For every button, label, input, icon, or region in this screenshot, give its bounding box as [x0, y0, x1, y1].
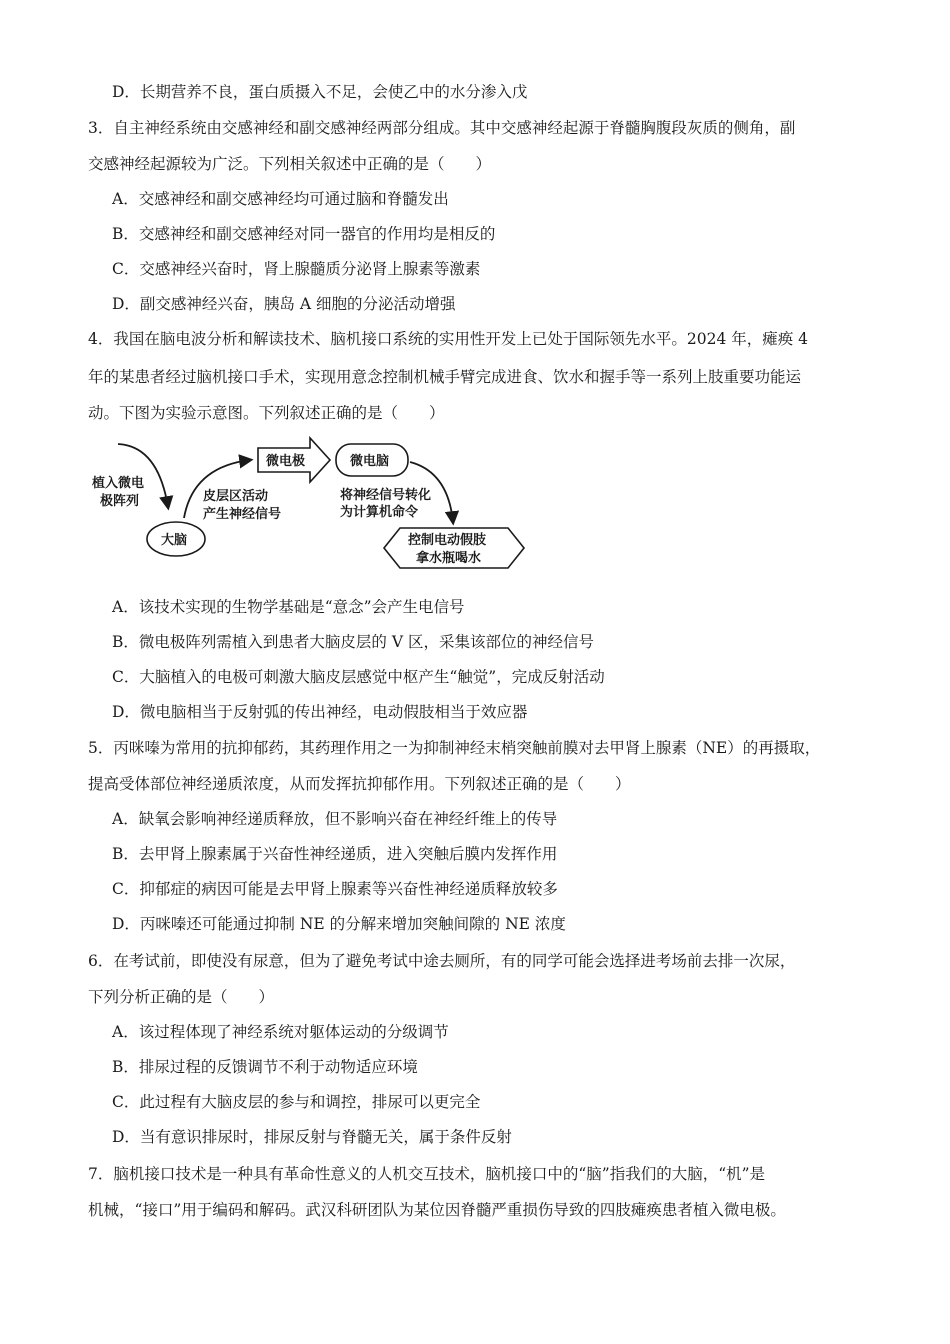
q4-stem-line2: 年的某患者经过脑机接口手术，实现用意念控制机械手臂完成进食、饮水和握手等一系列上肢重要功能运	[88, 368, 802, 386]
q4-option-d: D．微电脑相当于反射弧的传出神经，电动假肢相当于效应器	[112, 703, 528, 721]
control-label-line2: 拿水瓶喝水	[416, 551, 482, 566]
q3-stem-line1: 3．自主神经系统由交感神经和副交感神经两部分组成。其中交感神经起源于脊髓胸腹段灰质的侧角，副	[88, 119, 796, 137]
q6-stem-line2: 下列分析正确的是（ ）	[88, 988, 275, 1006]
q4-option-b: B．微电极阵列需植入到患者大脑皮层的 V 区，采集该部位的神经信号	[112, 633, 594, 651]
cortex-label-line2: 产生神经信号	[203, 507, 282, 522]
computer-label: 微电脑	[350, 454, 390, 469]
brain-label: 大脑	[161, 533, 188, 548]
q4-stem-line3: 动。下图为实验示意图。下列叙述正确的是（ ）	[88, 404, 445, 422]
q7-stem-line2: 机械，“接口”用于编码和解码。武汉科研团队为某位因脊髓严重损伤导致的四肢瘫痪患者植入微电极。	[88, 1201, 786, 1219]
q4-option-a: A．该技术实现的生物学基础是“意念”会产生电信号	[112, 598, 465, 616]
q5-option-c: C．抑郁症的病因可能是去甲肾上腺素等兴奋性神经递质释放较多	[112, 880, 558, 898]
q6-option-d: D．当有意识排尿时，排尿反射与脊髓无关，属于条件反射	[112, 1128, 512, 1146]
q3-option-a: A．交感神经和副交感神经均可通过脑和脊髓发出	[112, 190, 449, 208]
q3-option-c: C．交感神经兴奋时，肾上腺髓质分泌肾上腺素等激素	[112, 260, 481, 278]
q7-stem-line1: 7．脑机接口技术是一种具有革命性意义的人机交互技术，脑机接口中的“脑”指我们的大脑，“机”是	[88, 1165, 766, 1183]
q6-option-c: C．此过程有大脑皮层的参与和调控，排尿可以更完全	[112, 1093, 481, 1111]
convert-label-line2: 为计算机命令	[340, 505, 419, 520]
implant-label-line2: 极阵列	[100, 494, 140, 509]
q3-option-b: B．交感神经和副交感神经对同一器官的作用均是相反的	[112, 225, 496, 243]
q6-stem-line1: 6．在考试前，即使没有尿意，但为了避免考试中途去厕所，有的同学可能会选择进考场前去排一次尿，	[88, 952, 796, 970]
q5-option-a: A．缺氧会影响神经递质释放，但不影响兴奋在神经纤维上的传导	[112, 810, 558, 828]
bci-experiment-diagram	[88, 432, 538, 582]
control-label-line1: 控制电动假肢	[408, 533, 487, 548]
implant-label-line1: 植入微电	[92, 476, 145, 491]
q5-stem-line2: 提高受体部位神经递质浓度，从而发挥抗抑郁作用。下列叙述正确的是（ ）	[88, 775, 631, 793]
q5-stem-line1: 5．丙咪嗪为常用的抗抑郁药，其药理作用之一为抑制神经末梢突触前膜对去甲肾上腺素（NE）的再摄取，	[88, 739, 821, 757]
q4-stem-line1: 4．我国在脑电波分析和解读技术、脑机接口系统的实用性开发上已处于国际领先水平。2024 年，瘫痪 4	[88, 330, 809, 348]
q5-option-d: D．丙咪嗪还可能通过抑制 NE 的分解来增加突触间隙的 NE 浓度	[112, 915, 566, 933]
q3-option-d: D．副交感神经兴奋，胰岛 A 细胞的分泌活动增强	[112, 295, 456, 313]
q3-stem-line2: 交感神经起源较为广泛。下列相关叙述中正确的是（ ）	[88, 155, 492, 173]
q6-option-b: B．排尿过程的反馈调节不利于动物适应环境	[112, 1058, 418, 1076]
convert-label-line1: 将神经信号转化	[340, 488, 432, 503]
q6-option-a: A．该过程体现了神经系统对躯体运动的分级调节	[112, 1023, 449, 1041]
cortex-label-line1: 皮层区活动	[203, 489, 269, 504]
electrode-label: 微电极	[266, 454, 306, 469]
q5-option-b: B．去甲肾上腺素属于兴奋性神经递质，进入突触后膜内发挥作用	[112, 845, 558, 863]
q4-option-c: C．大脑植入的电极可刺激大脑皮层感觉中枢产生“触觉”，完成反射活动	[112, 668, 605, 686]
q2-option-d: D．长期营养不良，蛋白质摄入不足，会使乙中的水分渗入戊	[112, 83, 528, 101]
